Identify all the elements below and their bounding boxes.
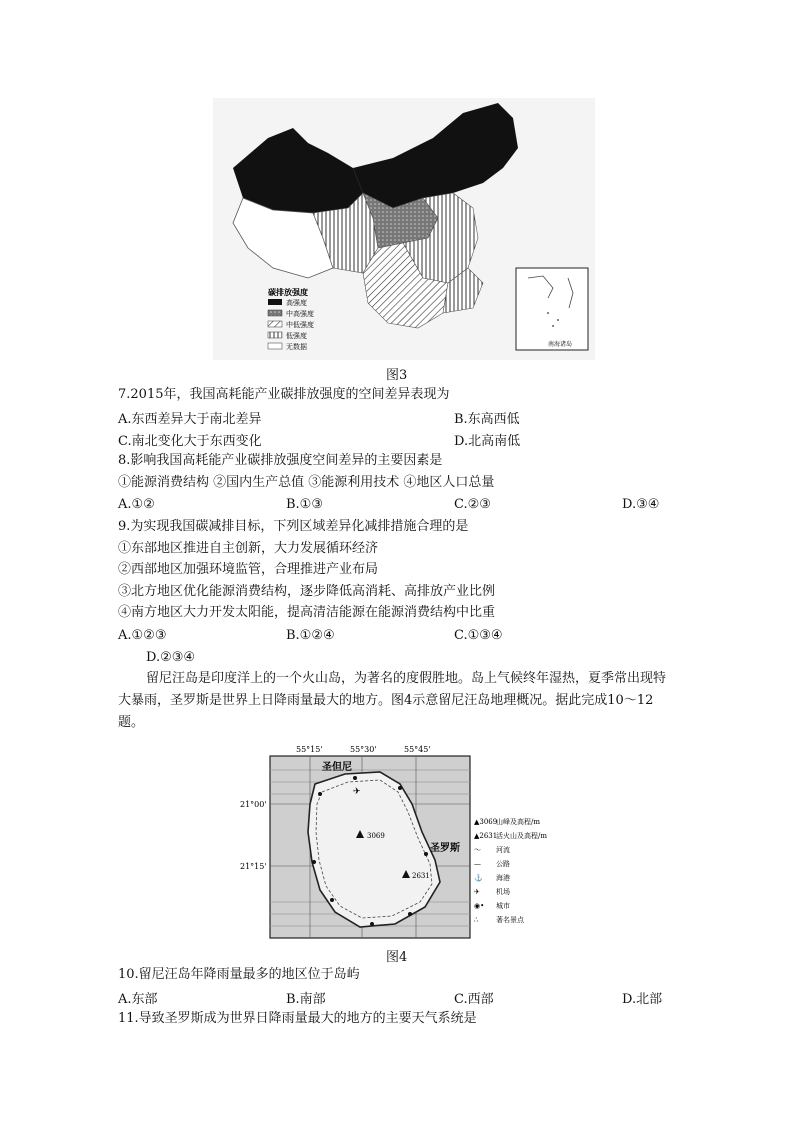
q10-option-c: C.西部 xyxy=(454,992,494,1007)
place-saint-denis: 圣但尼 xyxy=(322,762,352,773)
legend-low: 低强度 xyxy=(286,332,307,340)
q9-option-a: A.①②③ xyxy=(118,628,167,643)
lat-label-2: 21°15' xyxy=(240,862,267,871)
legend-nodata: 无数据 xyxy=(286,343,307,351)
q10-option-d: D.北部 xyxy=(622,992,663,1007)
legend-volcano: 活火山及高程/m xyxy=(496,832,547,840)
q7-stem: 7.2015年，我国高耗能产业碳排放强度的空间差异表现为 xyxy=(118,387,450,402)
q7-option-c: C.南北变化大于东西变化 xyxy=(118,434,262,449)
legend-river: 河流 xyxy=(496,846,510,854)
q10-stem: 10.留尼汪岛年降雨量最多的地区位于岛屿 xyxy=(118,967,360,982)
legend-road: 公路 xyxy=(496,860,510,868)
q8-option-b: B.①③ xyxy=(286,497,323,512)
q8-option-d: D.③④ xyxy=(622,497,660,512)
q9-item-1: ①东部地区推进自主创新，大力发展循环经济 xyxy=(118,541,379,556)
figure3-map xyxy=(213,98,595,360)
legend-attraction: 著名景点 xyxy=(496,916,524,924)
q8-stem: 8.影响我国高耗能产业碳排放强度空间差异的主要因素是 xyxy=(118,453,443,468)
legend-sym-airport: ✈ xyxy=(474,888,480,896)
inset-frame xyxy=(516,268,588,350)
legend-peak: 山峰及高程/m xyxy=(496,818,540,826)
q8-option-c: C.②③ xyxy=(454,497,491,512)
legend-sym-road: — xyxy=(474,860,481,868)
passage-reunion: 留尼汪岛是印度洋上的一个火山岛，为著名的度假胜地。岛上气候终年湿热，夏季常出现特大暴雨，圣罗斯是世界上日降雨量最大的地方。图4示意留尼汪岛地理概况。据此完成10～12题。 xyxy=(118,671,667,730)
legend-midlow: 中低强度 xyxy=(286,321,314,329)
legend-sym-attraction: ∴ xyxy=(474,916,479,924)
figure3-caption: 图3 xyxy=(386,368,408,383)
inset-label: 南海诸岛 xyxy=(548,341,573,348)
q9-option-d: D.②③④ xyxy=(146,650,196,665)
q10-option-b: B.南部 xyxy=(286,992,326,1007)
legend-sym-peak: ▲3069 xyxy=(474,818,498,826)
airport-icon: ✈ xyxy=(353,787,361,797)
lon-label-1: 55°15' xyxy=(296,745,323,754)
legend-high: 高强度 xyxy=(286,299,307,307)
legend-city: 城市 xyxy=(496,902,510,910)
legend-sym-river: ～ xyxy=(474,846,481,854)
q9-option-c: C.①③④ xyxy=(454,628,503,643)
legend-port: 海港 xyxy=(496,874,510,882)
volcano-elevation: 2631 xyxy=(412,872,430,880)
q8-factors: ①能源消费结构 ②国内生产总值 ③能源利用技术 ④地区人口总量 xyxy=(118,475,495,490)
legend-sym-volcano: ▲2631 xyxy=(474,832,498,840)
q9-item-4: ④南方地区大力开发太阳能，提高清洁能源在能源消费结构中比重 xyxy=(118,605,496,620)
lon-label-2: 55°30' xyxy=(350,745,377,754)
place-saint-rose: 圣罗斯 xyxy=(430,843,460,854)
peak-elevation: 3069 xyxy=(367,832,385,840)
legend-airport: 机场 xyxy=(496,888,510,896)
legend-sym-port: ⚓ xyxy=(474,874,483,882)
q10-option-a: A.东部 xyxy=(118,992,158,1007)
lat-label-1: 21°00' xyxy=(240,800,267,809)
q8-option-a: A.①② xyxy=(118,497,155,512)
legend-midhigh: 中高强度 xyxy=(286,310,314,318)
legend-title: 碳排放强度 xyxy=(268,287,308,297)
q7-option-d: D.北高南低 xyxy=(454,434,521,449)
q9-option-b: B.①②④ xyxy=(286,628,335,643)
legend-sym-city: ◉• xyxy=(474,902,485,910)
q7-option-b: B.东高西低 xyxy=(454,412,520,427)
q9-item-2: ②西部地区加强环境监管，合理推进产业布局 xyxy=(118,562,379,577)
q9-item-3: ③北方地区优化能源消费结构，逐步降低高消耗、高排放产业比例 xyxy=(118,584,496,599)
figure4-caption: 图4 xyxy=(386,950,408,965)
figure4-map xyxy=(240,742,547,944)
lon-label-3: 55°45' xyxy=(404,745,431,754)
q7-option-a: A.东西差异大于南北差异 xyxy=(118,412,262,427)
q9-stem: 9.为实现我国碳减排目标，下列区域差异化减排措施合理的是 xyxy=(118,519,469,534)
q11-stem: 11.导致圣罗斯成为世界日降雨量最大的地方的主要天气系统是 xyxy=(118,1011,477,1026)
